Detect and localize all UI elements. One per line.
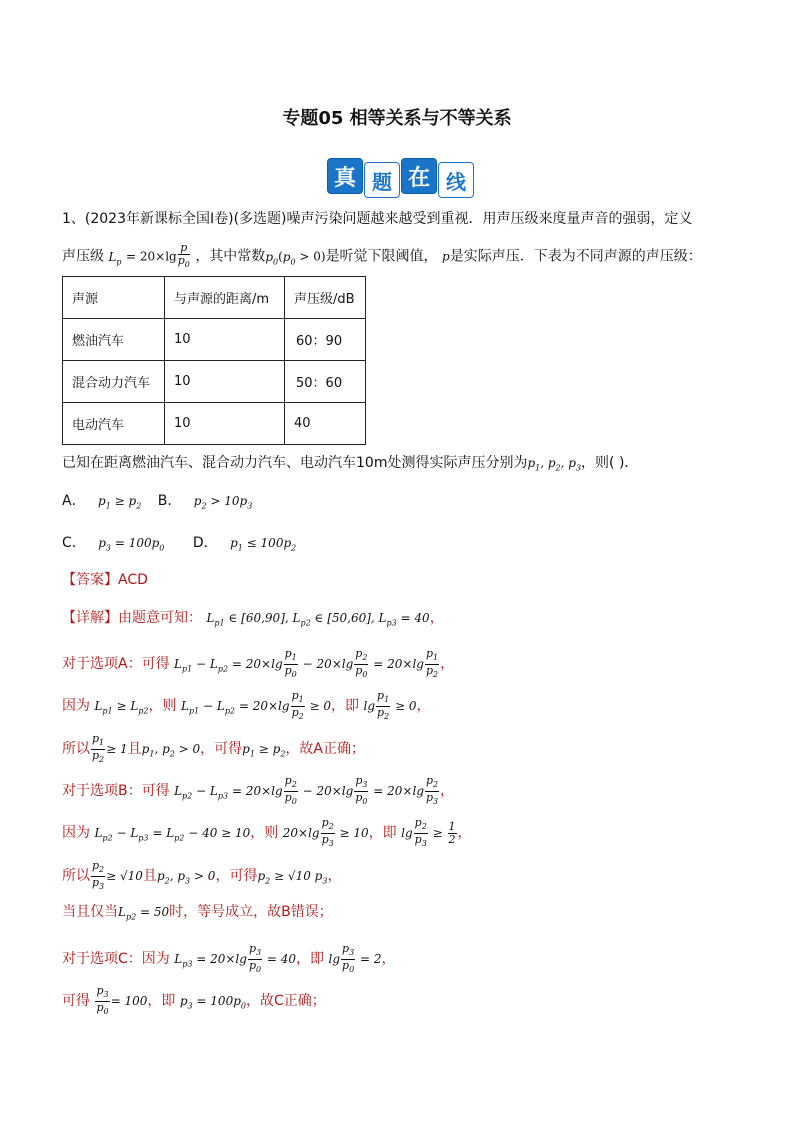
option-d-label: D．	[192, 535, 218, 551]
definition-line: 声压级 $L_p = 20\times\lg$ $\frac{p}{p_0}$ ，其中常数$p_0(p_0 > 0)$是听觉下限阈值， p是实际声压．下表为不同声源的声压级：	[62, 241, 702, 270]
question-text: 1、(2023年新课标全国Ⅰ卷)(多选题)噪声污染问题越来越受到重视．用声压级来度量声音的强弱，定义	[62, 211, 693, 227]
detail-line-a2: 因为 $L_{p1} \ge L_{p2}$，则 $L_{p1} - L_{p2} = 20\times\lg$ $\frac{p_1}{p_2}$ ≥ 0，即 lg $\frac{p_1}{p_2}$ ≥ 0，	[62, 689, 431, 722]
detail-text: 且	[142, 868, 157, 885]
def-end: 是实际声压．下表为不同声源的声压级：	[449, 248, 702, 265]
table-header-row	[63, 277, 366, 319]
def-suffix: 是听觉下限阈值，	[325, 248, 438, 265]
detail-text: ，即	[147, 993, 176, 1010]
table-cell: 50：60	[285, 361, 366, 403]
table-cell: 混合动力汽车	[63, 361, 165, 403]
detail-label: 【详解】	[62, 610, 118, 626]
detail-line-b3: 所以 $\frac{p_2}{p_3}$ ≥ √10且$p_2$, $p_3 > 0$，可得$p_2 \ge √10$ $p_3$，	[62, 859, 342, 892]
question-intro	[62, 207, 742, 231]
detail-text: 因为	[62, 698, 90, 715]
option-b-label: B．	[157, 493, 182, 509]
badge-char-3: 在	[401, 158, 437, 194]
detail-line-a1: 对于选项A：可得 $L_{p1} - L_{p2} = 20\times\lg$ $\frac{p_1}{p_0}$ − 20×lg $\frac{p_2}{p_0}$ = 20×lg $\frac{p_1}{p_2}$ ，	[62, 647, 455, 680]
answer-line	[62, 568, 742, 592]
detail-text: 对于选项C：因为	[62, 951, 170, 968]
table-cell: 电动汽车	[63, 403, 165, 445]
detail-text: 因为	[62, 825, 90, 842]
page-title: 专题05 相等关系与不等关系	[282, 108, 512, 129]
def-fraction: $\frac{p}{p_0}$	[177, 241, 190, 270]
table-cell: 40	[285, 403, 366, 445]
def-p: p	[442, 249, 450, 264]
detail-line-1: 【详解】由题意可知： $L_{p1}$ ∈ [60,90], $L_{p2}$ ∈ [50,60], $L_{p3} = 40$，	[62, 610, 444, 628]
condition-end: ，则( )．	[581, 455, 639, 471]
table-header: 声源	[63, 277, 165, 319]
detail-text: 所以	[62, 741, 90, 758]
detail-text: ，即	[331, 698, 360, 715]
def-middle: ，其中常数	[195, 248, 266, 265]
badge-char-4: 线	[438, 162, 474, 198]
detail-text: ，故C正确；	[245, 993, 326, 1010]
condition-text: 已知在距离燃油汽车、混合动力汽车、电动汽车10m处测得实际声压分别为	[62, 455, 528, 471]
def-prefix: 声压级	[62, 248, 104, 265]
option-c-label: C．	[62, 535, 86, 551]
section-badge	[327, 158, 475, 198]
detail-text: 可得	[62, 993, 90, 1010]
detail-text: 当且仅当	[62, 904, 118, 920]
detail-text: ，即	[368, 825, 397, 842]
answer-value: ACD	[118, 572, 148, 588]
table-cell: 60：90	[285, 319, 366, 361]
detail-line-a3: 所以 $\frac{p_1}{p_2}$ ≥ 1且$p_1$, $p_2 > 0$，可得$p_1 \ge p_2$，故A正确；	[62, 732, 365, 765]
detail-text: 由题意可知：	[118, 610, 202, 626]
detail-text: ，即	[296, 951, 325, 968]
options-ab: A． $p_1 \ge p_2$ B． $p_2 > 10p_3$	[62, 493, 253, 511]
table-header: 与声源的距离/m	[165, 277, 285, 319]
detail-text: 所以	[62, 868, 90, 885]
detail-line-c1: 对于选项C：因为 $L_{p3} = 20\times\lg$ $\frac{p_3}{p_0}$ = 40，即 lg $\frac{p_3}{p_0}$ = 2，	[62, 942, 396, 975]
sound-source-table	[62, 276, 366, 445]
detail-line-b2: 因为 $L_{p2} - L_{p3} = L_{p2} - 40 \ge 10$，则 20×lg $\frac{p_2}{p_3}$ ≥ 10，即 lg $\frac{p_2}{p_3}$ ≥ $\frac{1}{2}$ ，	[62, 816, 472, 849]
detail-text: 时，等号成立，故B错误；	[169, 904, 333, 920]
answer-label: 【答案】	[62, 572, 118, 588]
table-row	[63, 361, 366, 403]
detail-text: ，可得	[215, 868, 258, 885]
detail-text: ，则	[148, 698, 177, 715]
table-cell: 燃油汽车	[63, 319, 165, 361]
badge-char-1: 真	[327, 158, 363, 194]
detail-line-b4: 当且仅当$L_{p2} = 50$时，等号成立，故B错误；	[62, 904, 333, 922]
table-row	[63, 319, 366, 361]
options-cd: C． $p_3 = 100p_0$ D． $p_1 \le 100p_2$	[62, 535, 297, 553]
detail-text: ，可得	[200, 741, 243, 758]
table-cell: 10	[165, 319, 285, 361]
table-cell: 10	[165, 403, 285, 445]
detail-line-b1: 对于选项B：可得 $L_{p2} - L_{p3} = 20\times\lg$ $\frac{p_2}{p_0}$ − 20×lg $\frac{p_3}{p_0}$ = 20×lg $\frac{p_2}{p_3}$ ，	[62, 774, 455, 807]
detail-text: ，则	[250, 825, 279, 842]
question-condition: 已知在距离燃油汽车、混合动力汽车、电动汽车10m处测得实际声压分别为$p_1$, $p_2$, $p_3$，则( )．	[62, 455, 639, 473]
table-header: 声压级/dB	[285, 277, 366, 319]
detail-text: 对于选项B：可得	[62, 783, 170, 800]
detail-line-c2: 可得 $\frac{p_3}{p_0}$ = 100，即 $p_3 = 100p_0$，故C正确；	[62, 984, 326, 1017]
detail-text: 对于选项A：可得	[62, 656, 170, 673]
detail-text: 且	[127, 741, 142, 758]
table-row	[63, 403, 366, 445]
table-cell: 10	[165, 361, 285, 403]
badge-char-2: 题	[364, 162, 400, 198]
option-a-label: A．	[62, 493, 86, 509]
detail-text: ，故A正确；	[285, 741, 365, 758]
